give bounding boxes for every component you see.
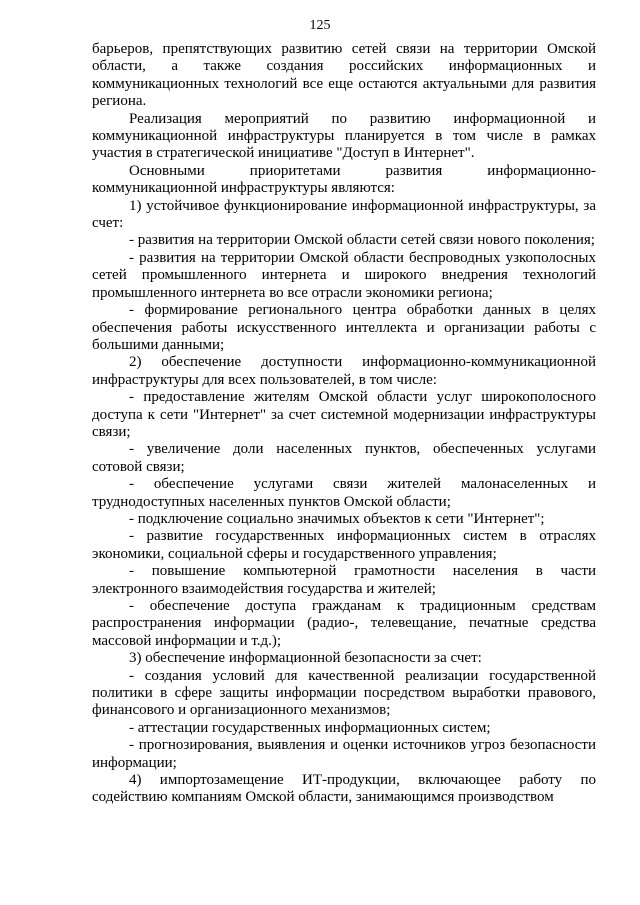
paragraph: барьеров, препятствующих развитию сетей связи на территории Омской области, а также создания российских информационных и коммуникационных технологий все еще остаются актуальными для развития региона. — [92, 41, 596, 110]
paragraph: 4) импортозамещение ИТ-продукции, включающее работу по содействию компаниям Омской области, занимающимся производством — [92, 772, 596, 806]
paragraph: - обеспечение услугами связи жителей малонаселенных и труднодоступных населенных пунктов Омской области; — [92, 476, 596, 510]
paragraph: 1) устойчивое функционирование информационной инфраструктуры, за счет: — [92, 197, 596, 232]
paragraph: - повышение компьютерной грамотности населения в части электронного взаимодействия государства и жителей; — [92, 563, 596, 597]
page-number: 125 — [309, 18, 331, 33]
paragraph: Реализация мероприятий по развитию информационной и коммуникационной инфраструктуры планируется в том числе в рамках участия в стратегической инициативе "Доступ в Интернет". — [92, 110, 596, 162]
paragraph: - обеспечение доступа гражданам к традиционным средствам распространения информации (радио-, телевещание, печатные средства массовой информации и т.д.); — [92, 598, 596, 649]
paragraph: - прогнозирования, выявления и оценки источников угроз безопасности информации; — [92, 737, 596, 771]
paragraph: Основными приоритетами развития информационно-коммуникационной инфраструктуры являются: — [92, 162, 596, 197]
body-text — [92, 41, 596, 807]
paragraph: 2) обеспечение доступности информационно-коммуникационной инфраструктуры для всех пользователей, в том числе: — [92, 354, 596, 388]
paragraph: - формирование регионального центра обработки данных в целях обеспечения работы искусственного интеллекта и организации работы с большими данными; — [92, 302, 596, 353]
paragraph: - подключение социально значимых объектов к сети "Интернет"; — [129, 510, 545, 527]
paragraph: - развития на территории Омской области беспроводных узкополосных сетей промышленного интернета и широкого внедрения технологий промышленного интернета во все отрасли экономики региона; — [92, 249, 596, 301]
paragraph: - предоставление жителям Омской области услуг широкополосного доступа к сети "Интернет" за счет системной модернизации инфраструктуры связи; — [92, 389, 596, 440]
paragraph: - аттестации государственных информационных систем; — [129, 719, 491, 736]
paragraph: - увеличение доли населенных пунктов, обеспеченных услугами сотовой связи; — [92, 441, 596, 475]
paragraph: 3) обеспечение информационной безопасности за счет: — [129, 650, 482, 667]
paragraph: - создания условий для качественной реализации государственной политики в сфере защиты информации посредством выработки правового, финансового и организационного механизмов; — [92, 667, 596, 719]
paragraph: - развитие государственных информационных систем в отраслях экономики, социальной сферы и государственного управления; — [92, 528, 596, 562]
paragraph: - развития на территории Омской области сетей связи нового поколения; — [129, 232, 595, 249]
